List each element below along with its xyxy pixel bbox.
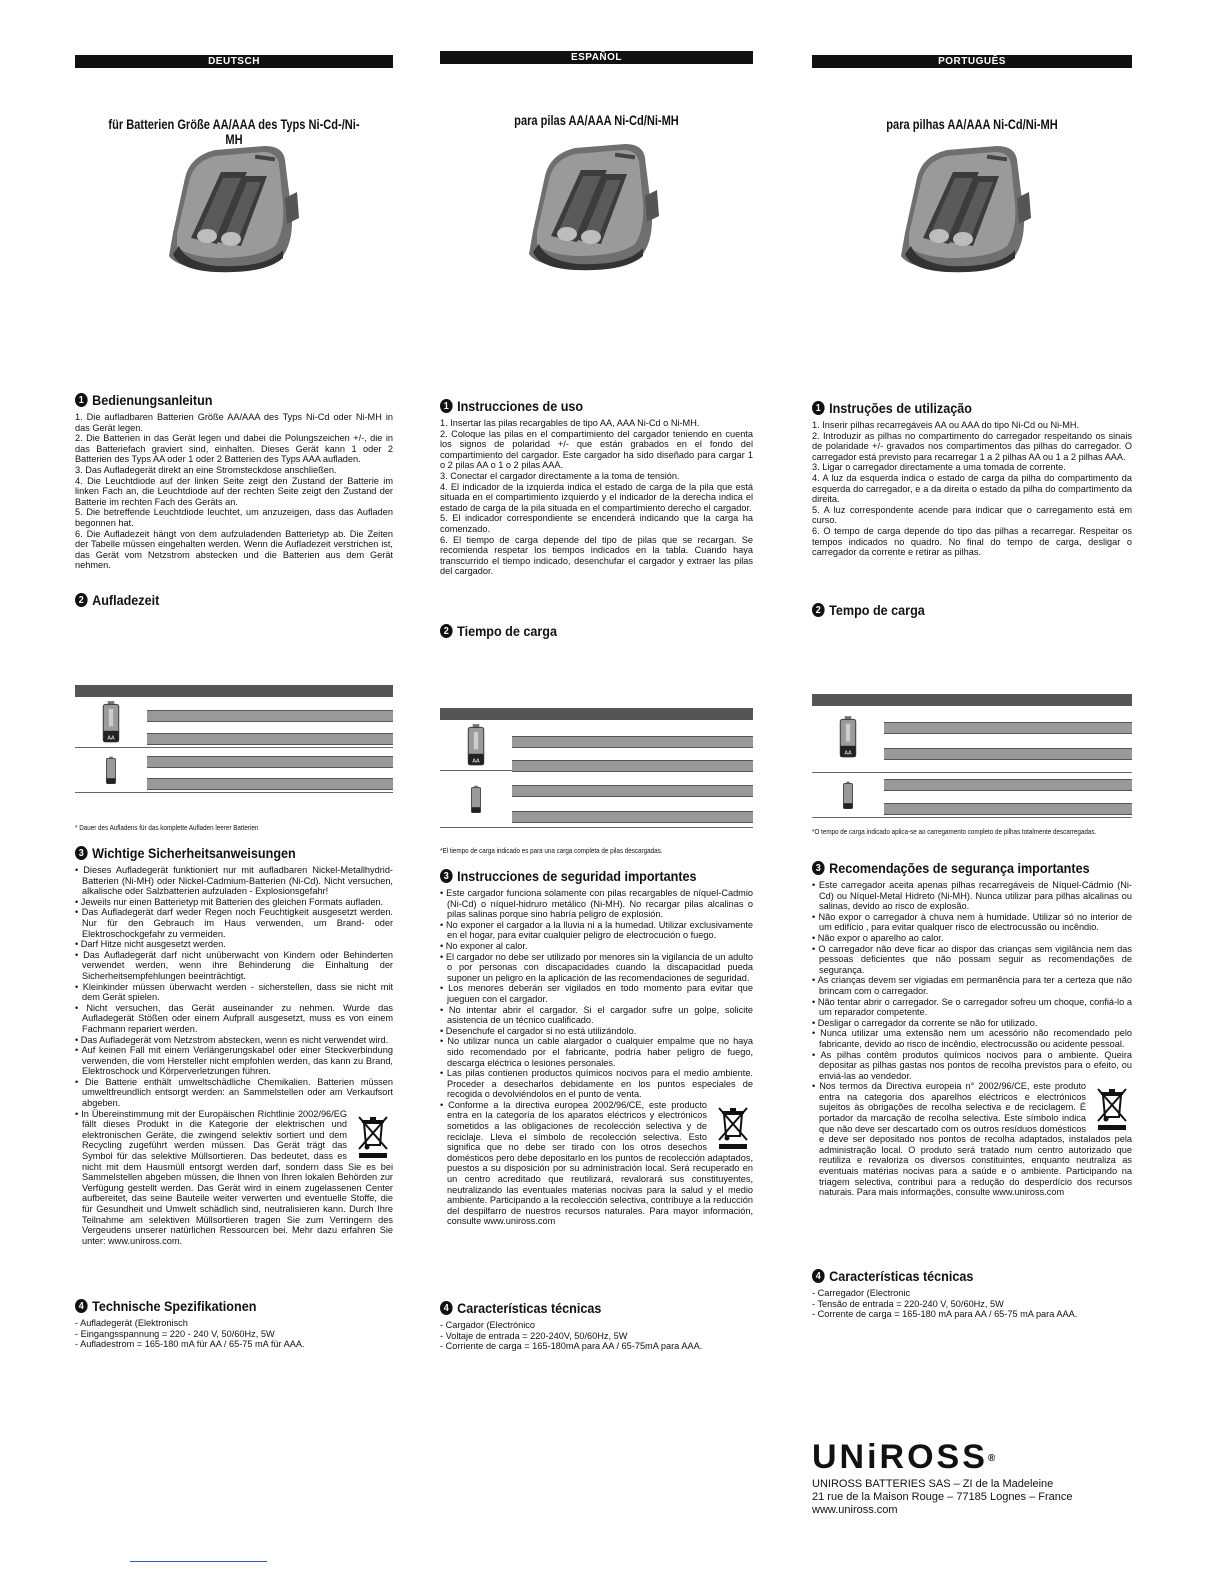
table-row xyxy=(884,803,1132,815)
crossed-out-bin-icon xyxy=(713,1102,753,1150)
section-heading: 1 Instruções de utilização xyxy=(812,400,1100,416)
battery-charger-photo xyxy=(515,136,665,276)
table-row xyxy=(512,736,753,748)
section-heading: 3 Wichtige Sicherheitsanweisungen xyxy=(75,845,361,861)
section-heading: 4 Technische Spezifikationen xyxy=(75,1298,361,1314)
section-charge-time xyxy=(812,602,1132,618)
section-heading: 3 Recomendações de segurança importantes xyxy=(812,860,1100,876)
section-charge-time xyxy=(75,592,393,608)
aa-battery-icon xyxy=(837,715,859,759)
company-address: UNIROSS BATTERIES SAS – ZI de la Madeleine 21 rue de la Maison Rouge – 77185 Lognes – France www.uniross.com xyxy=(812,1478,1073,1516)
table-row xyxy=(147,778,393,790)
battery-charger-photo xyxy=(155,138,305,278)
table-row xyxy=(884,748,1132,760)
language-header: PORTUGUÊS xyxy=(812,55,1132,68)
section-heading: 4 Características técnicas xyxy=(812,1268,1100,1284)
language-header: DEUTSCH xyxy=(75,55,393,68)
table-row xyxy=(884,779,1132,791)
section-safety xyxy=(75,845,393,1246)
section-heading: 1 Bedienungsanleitun xyxy=(75,392,361,408)
section-heading: 3 Instrucciones de seguridad importantes xyxy=(440,868,722,884)
battery-charger-photo xyxy=(887,138,1037,278)
section-specs xyxy=(440,1300,753,1352)
table-row xyxy=(512,785,753,797)
table-footnote: *El tiempo de carga indicado es para una carga completa de pilas descargadas. xyxy=(440,846,663,855)
product-subtitle: para pilhas AA/AAA Ni-Cd/Ni-MH xyxy=(886,117,1058,132)
section-instructions xyxy=(75,392,393,571)
instructions-list: 1. Die aufladbaren Batterien Größe AA/AAA des Typs Ni-Cd oder Ni-MH in das Gerät legen. 2. Die Batterien in das Gerät legen und dabei die Polungszeichen +/-, die in das Batteriefach graviert sind, einhalten. Dieses Gerät kann 1 oder 2 Batterien des Typs AA oder 1 oder 2 Batterien des Typs AAA aufladen. 3. Das Aufladegerät direkt an eine Stromsteckdose anschließen. 4. Die Leuchtdiode auf der linken Seite zeigt den Zustand der Batterie im linken Fach an, die Leuchtdiode auf der rechten Seite zeigt den Zustand der Batterie im rechten Fach des Geräts an. 5. Die betreffende Leuchtdiode leuchtet, um anzuzeigen, dass das Aufladen begonnen hat. 6. Die Aufladezeit hängt von dem aufzuladenden Batterietyp ab. Die Zeiten der Tabelle müssen eingehalten werden. Wenn die Aufladezeit verstrichen ist, das Gerät vom Netzstrom abstecken und die Batterien aus dem Gerät nehmen. xyxy=(75,412,393,571)
table-row xyxy=(147,710,393,722)
safety-list: • Este cargador funciona solamente con pilas recargables de níquel-Cadmio (Ni-Cd) o níquel-hidruro metálico (Ni-MH). No recargar pilas alcalinas o pilas salinas porque sino habría peligro de explosión. • No exponer el cargador a la lluvia ni a la humedad. Utilizar exclusivamente en el hogar, para evitar cualquier peligro de electrocución o fuego. • No exponer al calor. • El cargador no debe ser utilizado por menores sin la vigilancia de un adulto o por personas con discapacidades cuando la discapacidad pueda suponer un peligro en la aplicación de las recomendaciones de seguridad. • Los menores deberán ser vigilados en todo momento para evitar que jueguen con el cargador. • No intentar abrir el cargador. Si el cargador sufre un golpe, solicite asistencia de un técnico cualificado. • Desenchufe el cargador si no está utilizándolo. • No utilizar nunca un cable alargador o cualquier empalme que no haya sido recomendado por el fabricante, podría haber peligro de fuego, descarga eléctrica o lesiones personales. • Las pilas contienen productos químicos nocivos para el medio ambiente. Proceder a desecharlos debidamente en los puntos especiales de recogida o devolviéndolos en el punto de venta. • Conforme a la directiva europea 2002/96/CE, este producto entra en la categoría de los aparatos eléctricos y electrónicos sometidos a las obligaciones de recolección selectiva y de reciclaje. Lleva el símbolo de recolección selectiva. Esto significa que no debe ser tirado con los otros desechos domésticos pero debe depositarlo en los puntos de recolección adaptados, puestos a su disposición por su administración local. Será recuperado en un centro acreditado que reutilizará, revalorará sus constituyentes, neutralizando las eventuales materias nocivas para la salud y el medio ambiente. Participando a la recolección selectiva, contribuye a la reducción del despilfarro de nuestros recursos naturales. Para mayor información, consulte www.uniross.com xyxy=(440,888,753,1227)
table-header xyxy=(75,685,393,697)
table-row xyxy=(884,722,1132,734)
section-instructions xyxy=(440,398,753,577)
aaa-battery-icon xyxy=(102,753,120,789)
product-subtitle: für Batterien Größe AA/AAA des Typs Ni-Cd-/Ni-MH xyxy=(108,117,360,147)
instructions-list: 1. Insertar las pilas recargables de tipo AA, AAA Ni-Cd o Ni-MH. 2. Coloque las pilas en el compartimiento del cargador teniendo en cuenta los signos de polaridad +/- que están grabados en el fondo del compartimiento del cargador. Este cargador ha sido diseñado para cargar 1 o 2 pilas AA o 1 o 2 pilas AAA. 3. Conectar el cargador directamente a la toma de tensión. 4. El indicador de la izquierda indica el estado de carga de la pila que está situada en el compartimiento izquierdo y el indicador de la derecha indica el estado de carga de la pila situada en el compartimiento derecho el cargador. 5. El indicador correspondiente se encenderá indicando que la carga ha comenzado. 6. El tiempo de carga depende del tipo de pilas que se recargan. Se recomienda respetar los tiempos indicados en la tabla. Cuando haya transcurrido el tiempo indicado, desenchufar el cargador y extraer las pilas del cargador. xyxy=(440,418,753,577)
table-row xyxy=(147,756,393,768)
footer-line xyxy=(130,1561,267,1562)
table-row xyxy=(512,811,753,823)
website-link[interactable]: www.uniross.com xyxy=(812,1504,898,1516)
aa-battery-icon xyxy=(100,700,122,744)
aaa-battery-icon xyxy=(839,778,857,814)
section-specs xyxy=(812,1268,1132,1320)
instructions-list: 1. Inserir pilhas recarregáveis AA ou AAA do tipo Ni-Cd ou Ni-MH. 2. Introduzir as pilhas no compartimento do carregador respeitando os sinais de polaridade +/- gravados nos compartimentos das pilhas do carregador. O carregador está previsto para recarregar 1 a 2 pilhas AA ou 1 a 2 pilhas AAA. 3. Ligar o carregador directamente a uma tomada de corrente. 4. A luz da esquerda indica o estado de carga da pilha do compartimento da esquerda do carregador, e a da direita o estado da pilha do compartimento da direita. 5. A luz correspondente acende para indicar que o carregamento está em curso. 6. O tempo de carga depende do tipo das pilhas a recarregar. Respeitar os tempos indicados no quadro. No final do tempo de carga, desligar o carregador da corrente e retirar as pilhas. xyxy=(812,420,1132,558)
uniross-logo-block xyxy=(812,1440,1073,1517)
charge-time-table xyxy=(75,685,393,793)
aa-battery-icon xyxy=(465,723,487,767)
section-heading: 2 Aufladezeit xyxy=(75,592,361,608)
section-specs xyxy=(75,1298,393,1350)
aaa-battery-icon xyxy=(467,782,485,818)
table-header xyxy=(440,708,753,720)
safety-list: • Este carregador aceita apenas pilhas recarregáveis de Níquel-Cádmio (Ni-Cd) ou Níquel-Metal Hidreto (Ni-MH). Nunca utilizar para pilhas alcalinas ou salinas, devido ao risco de explosão. • Não expor o carregador à chuva nem à humidade. Utilizar só no interior de um edifício , para evitar qualquer risco de electrocussão ou incêndio. • Não expor o aparelho ao calor. • O carregador não deve ficar ao dispor das crianças sem vigilância nem das pessoas deficientes que não possam seguir as recomendações de segurança. • As crianças devem ser vigiadas em permanência para ter a certeza que não brincam com o carregador. • Não tentar abrir o carregador. Se o carregador sofreu um choque, confiá-lo a um reparador competente. • Desligar o carregador da corrente se não for utilizado. • Nunca utilizar uma extensão nem um acessório não recomendado pelo fabricante, devido ao risco de incêndio, electrocussão ou acidente pessoal. • As pilhas contêm produtos químicos nocivos para o ambiente. Queira depositar as pilhas gastas nos pontos de recolha previstos para o efeito, ou enviá-las ao vendedor. • Nos termos da Directiva europeia n° 2002/96/CE, este produto entra na categoria dos aparelhos eléctricos e electrónicos sujeitos às obrigações de recolha selectiva e de reciclagem. É portador da marcação de recolha selectiva. Este símbolo indica que não deve ser descartado com os outros resíduos domésticos e deve ser depositado nos pontos de recolha adaptados, instalados pela administração local. O produto será tratado num centro autorizado que reutiliza e revaloriza os diversos constituintes, enquanto neutraliza as eventuais matérias nocivas para a saúde e o ambiente. Participando na triagem selectiva, contribui para a redução do desperdício dos recursos naturais. Para mais informações, consulte www.uniross.com xyxy=(812,880,1132,1198)
table-footnote: * Dauer des Aufladens für das komplette Aufladen leerer Batterien xyxy=(75,823,259,832)
section-safety xyxy=(440,868,753,1227)
specs-list: - Carregador (Electronic - Tensão de entrada = 220-240 V, 50/60Hz, 5W - Corrente de carga = 165-180 mA para AA / 65-75 mA para AAA. xyxy=(812,1288,1078,1320)
charge-time-table xyxy=(812,694,1132,818)
table-footnote: *O tempo de carga indicado aplica-se ao carregamento completo de pilhas totalmente descarregadas. xyxy=(812,827,1097,836)
section-heading: 2 Tiempo de carga xyxy=(440,623,722,639)
table-group-aa xyxy=(440,720,753,771)
language-header: ESPAÑOL xyxy=(440,51,753,64)
table-group-aaa xyxy=(440,771,753,828)
section-heading: 4 Características técnicas xyxy=(440,1300,722,1316)
specs-list: - Cargador (Electrónico - Voltaje de entrada = 220-240V, 50/60Hz, 5W - Corriente de carga = 165-180mA para AA / 65-75mA para AAA. xyxy=(440,1320,703,1352)
section-charge-time xyxy=(440,623,753,639)
table-group-aaa xyxy=(75,748,393,793)
section-heading: 1 Instrucciones de uso xyxy=(440,398,722,414)
table-group-aa xyxy=(812,706,1132,773)
table-row xyxy=(147,733,393,745)
section-instructions xyxy=(812,400,1132,558)
brand-logo: UNiROSS® xyxy=(812,1438,996,1476)
table-header xyxy=(812,694,1132,706)
charge-time-table xyxy=(440,708,753,828)
table-group-aa xyxy=(75,697,393,748)
safety-list: • Dieses Aufladegerät funktioniert nur mit aufladbaren Nickel-Metallhydrid-Batterien (Ni-MH) oder Nickel-Cadmium-Batterien (Ni-Cd). Nicht versuchen, alkalische oder Salzbatterien aufzuladen - Explosionsgefahr! • Jeweils nur einen Batterietyp mit Batterien des gleichen Formats aufladen. • Das Aufladegerät darf weder Regen noch Feuchtigkeit ausgesetzt werden. Nur für den Gebrauch im Haus verwenden, um Brand- oder Elektroschockgefahr zu vermeiden. • Darf Hitze nicht ausgesetzt werden. • Das Aufladegerät darf nicht unüberwacht von Kindern oder Behinderten verwendet werden, wenn ihre Behinderung die Einhaltung der Sicherheitsempfehlungen beeinträchtigt. • Kleinkinder müssen überwacht werden - sicherstellen, dass sie nicht mit dem Gerät spielen. • Nicht versuchen, das Gerät auseinander zu nehmen. Wurde das Aufladegerät Stößen oder einem Aufprall ausgesetzt, muss es von einem Fachmann repariert werden. • Das Aufladegerät vom Netzstrom abstecken, wenn es nicht verwendet wird. • Auf keinen Fall mit einem Verlängerungskabel oder einer Steckverbindung verwenden, die vom Hersteller nicht empfohlen werden, das kann zu Brand, Elektroschock und Körperverletzungen führen. • Die Batterie enthält umweltschädliche Chemikalien. Batterien müssen umweltfreundlich entsorgt werden: an Sammelstellen oder am Verkaufsort abgeben. • In Übereinstimmung mit der Europäischen Richtlinie 2002/96/EG fällt dieses Produkt in die Kategorie der elektrischen und elektronischen Geräte, die zwingend selektiv sortiert und dem Recycling zugeführt werden müssen. Das Gerät trägt das Symbol für das selektive Müllsortieren. Das bedeutet, dass es nicht mit dem Hausmüll entsorgt werden darf, sondern dass Sie es bei Sammelstellen abgeben müssen, die Ihnen von Ihren lokalen Behörden zur Verfügung gestellt werden. Das Gerät wird in einem zugelassenen Center aufbereitet, das seine Bauteile weiter verwerten und eventuelle Stoffe, die für Gesundheit und Umwelt schädlich sind, neutralisieren kann. Durch Ihre Teilnahme am selektiven Müllsortieren tragen Sie zum Verringern des Vergeudens unserer natürlichen Ressourcen bei. Mehr dazu erfahren Sie unter: www.uniross.com. xyxy=(75,865,393,1246)
section-heading: 2 Tempo de carga xyxy=(812,602,1100,618)
crossed-out-bin-icon xyxy=(1092,1083,1132,1131)
section-safety xyxy=(812,860,1132,1198)
product-subtitle: para pilas AA/AAA Ni-Cd/Ni-MH xyxy=(514,113,679,128)
crossed-out-bin-icon xyxy=(353,1111,393,1159)
specs-list: - Aufladegerät (Elektronisch - Eingangsspannung = 220 - 240 V, 50/60Hz, 5W - Aufladestrom = 165-180 mA für AA / 65-75 mA für AAA. xyxy=(75,1318,305,1350)
table-group-aaa xyxy=(812,773,1132,818)
